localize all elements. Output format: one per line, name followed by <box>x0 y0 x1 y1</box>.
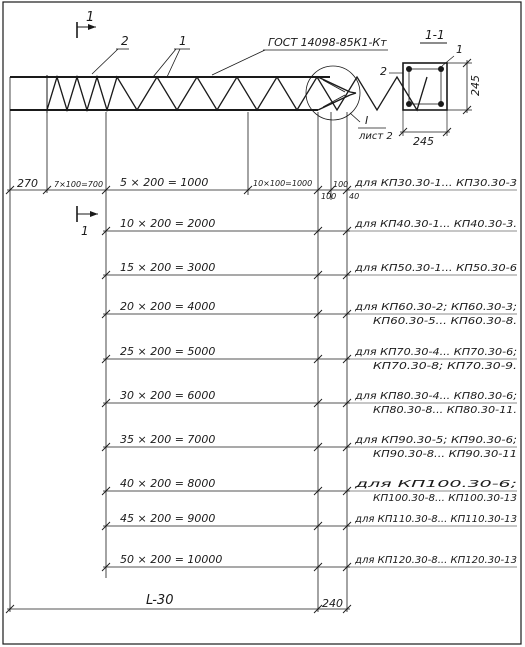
row-note-line: для КП40.30-1... КП40.30-3. <box>353 219 517 230</box>
section-title: 1-1 <box>425 28 445 42</box>
row-dimension-right: 10×100=1000 <box>253 179 313 188</box>
row-note-line: для КП90.30-5; КП90.30-6; <box>353 435 517 446</box>
row-note-line: КП100.30-8... КП100.30-13 <box>373 493 517 504</box>
row-dimension-label: 50 × 200 = 10000 <box>120 553 223 566</box>
row-note-line: для КП120.30-8... КП120.30-13 <box>353 555 517 566</box>
row-note-line: для КП70.30-4... КП70.30-6; <box>353 347 517 358</box>
row-note-line: КП80.30-8... КП80.30-11. <box>373 405 517 416</box>
leader-label-1: 1 <box>179 34 187 48</box>
dim-7x100: 7×100=700 <box>54 180 104 189</box>
row-dimension-label: 15 × 200 = 3000 <box>120 261 216 274</box>
dim-overall-length: L-30 <box>146 593 174 608</box>
row-dimension-label: 40 × 200 = 8000 <box>120 477 216 490</box>
section-height: 245 <box>469 75 482 96</box>
section-width: 245 <box>413 135 434 148</box>
row-note-line: для КП110.30-8... КП110.30-13 <box>353 514 517 525</box>
row-dimension-label: 5 × 200 = 1000 <box>120 176 209 189</box>
leader-label-2: 2 <box>121 34 129 48</box>
dim-40: 40 <box>349 192 360 201</box>
section-mark-lower: 1 <box>81 224 89 238</box>
cross-section-1-1 <box>380 28 482 148</box>
dim-100-lower: 100 <box>321 192 337 201</box>
section-mark-top: 1 <box>86 10 95 25</box>
dim-240: 240 <box>322 597 343 610</box>
detail-mark: I <box>365 114 369 127</box>
row-dimension-label: 25 × 200 = 5000 <box>120 345 216 358</box>
row-note-line: КП60.30-5... КП60.30-8. <box>373 316 517 327</box>
row-note-line: для КП60.30-2; КП60.30-3; <box>353 302 517 313</box>
section-callout-2: 2 <box>380 65 387 78</box>
row-dimension-label: 10 × 200 = 2000 <box>120 217 216 230</box>
row-dimension-label: 20 × 200 = 4000 <box>120 300 216 313</box>
row-note-line: КП70.30-8; КП70.30-9. <box>373 361 517 372</box>
row-dimension-label: 45 × 200 = 9000 <box>120 512 216 525</box>
row-note-line: для КП50.30-1... КП50.30-6 <box>353 263 517 274</box>
row-dimension-label: 30 × 200 = 6000 <box>120 389 216 402</box>
row-note-line: КП90.30-8... КП90.30-11 <box>373 449 517 460</box>
section-callout-1: 1 <box>456 43 463 56</box>
dim-270: 270 <box>17 177 38 190</box>
row-dimension-label: 35 × 200 = 7000 <box>120 433 216 446</box>
standard-label: ГОСТ 14098-85К1-Кт <box>268 36 387 49</box>
dimension-grid <box>6 110 517 613</box>
detail-sheet-ref: лист 2 <box>359 131 393 142</box>
row-note-line: для КП80.30-4... КП80.30-6; <box>353 391 517 402</box>
row-note-line: для КП30.30-1... КП30.30-3 <box>353 178 517 189</box>
dimension-rows <box>102 176 517 571</box>
dim-100-upper: 100 <box>333 180 349 189</box>
row-note-line: для КП100.30-6; <box>353 479 517 490</box>
pile-cage-elevation <box>10 10 427 142</box>
